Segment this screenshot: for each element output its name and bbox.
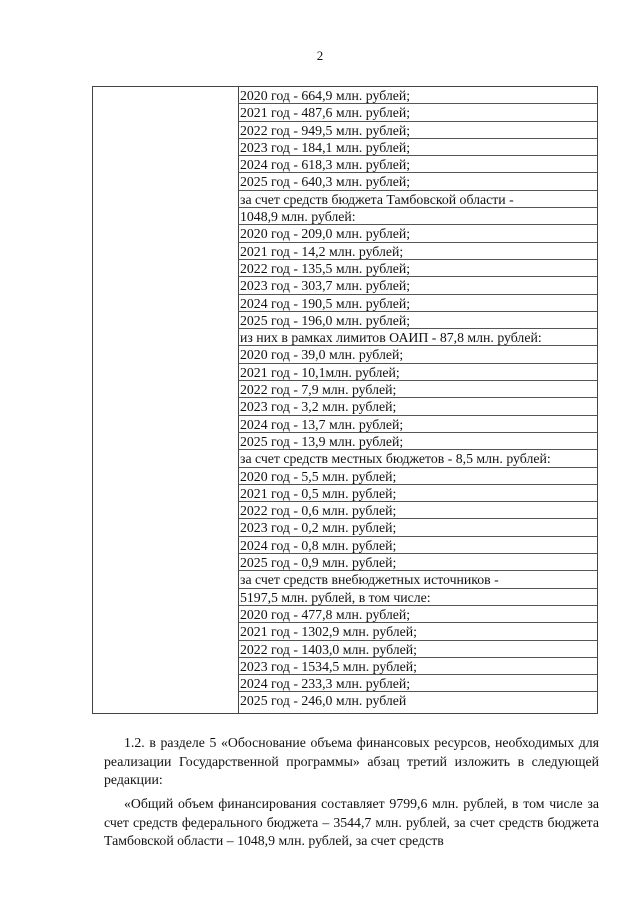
budget-table [92,86,598,714]
table-row: 1048,9 млн. рублей: [238,208,597,225]
table-row: 2022 год - 1403,0 млн. рублей; [238,641,597,658]
table-row: 2023 год - 3,2 млн. рублей; [238,398,597,415]
table-row: 2022 год - 7,9 млн. рублей; [238,381,597,398]
page-number: 2 [316,48,324,63]
paragraph-1-2: 1.2. в разделе 5 «Обоснование объема финансовых ресурсов, необходимых для реализации Государственной программы» абзац третий изложить в следующей редакции: [104,735,599,787]
table-row: за счет средств внебюджетных источников - [238,571,597,588]
table-row: за счет средств бюджета Тамбовской области - [238,191,597,208]
table-row: 2020 год - 5,5 млн. рублей; [238,468,597,485]
table-row: 2021 год - 14,2 млн. рублей; [238,243,597,260]
table-row: 2024 год - 190,5 млн. рублей; [238,295,597,312]
table-row: 2022 год - 0,6 млн. рублей; [238,502,597,519]
table-value-column [238,87,597,710]
table-row: 2020 год - 209,0 млн. рублей; [238,225,597,242]
table-row: 2025 год - 0,9 млн. рублей; [238,554,597,571]
quoted-paragraph [104,795,599,851]
table-row: 2024 год - 233,3 млн. рублей; [238,675,597,692]
table-row: 2022 год - 949,5 млн. рублей; [238,122,597,139]
table-row: 2021 год - 10,1млн. рублей; [238,364,597,381]
table-row: 2024 год - 13,7 млн. рублей; [238,416,597,433]
table-row: 2021 год - 0,5 млн. рублей; [238,485,597,502]
table-row: за счет средств местных бюджетов - 8,5 млн. рублей: [238,450,597,467]
table-row: 2020 год - 477,8 млн. рублей; [238,606,597,623]
table-row: 2024 год - 618,3 млн. рублей; [238,156,597,173]
table-row: 2025 год - 13,9 млн. рублей; [238,433,597,450]
table-row: 2025 год - 196,0 млн. рублей; [238,312,597,329]
table-row: 5197,5 млн. рублей, в том числе: [238,589,597,606]
table-row: 2023 год - 303,7 млн. рублей; [238,277,597,294]
table-row: 2023 год - 1534,5 млн. рублей; [238,658,597,675]
table-row: 2023 год - 0,2 млн. рублей; [238,519,597,536]
table-row: из них в рамках лимитов ОАИП - 87,8 млн. рублей: [238,329,597,346]
table-row: 2023 год - 184,1 млн. рублей; [238,139,597,156]
table-row: 2020 год - 39,0 млн. рублей; [238,346,597,363]
paragraph-total-funding: «Общий объем финансирования составляет 9799,6 млн. рублей, в том числе за счет средств федерального бюджета – 3544,7 млн. рублей, за счет средств бюджета Тамбовской области – 1048,9 млн. рублей, за счет средств [104,796,599,848]
table-row: 2020 год - 664,9 млн. рублей; [238,87,597,104]
table-row: 2025 год - 246,0 млн. рублей [240,693,407,709]
table-row: 2024 год - 0,8 млн. рублей; [238,537,597,554]
table-row: 2025 год - 640,3 млн. рублей; [238,173,597,190]
section-amendment-paragraph [104,734,599,790]
table-row: 2021 год - 487,6 млн. рублей; [238,104,597,121]
table-row: 2022 год - 135,5 млн. рублей; [238,260,597,277]
table-row: 2021 год - 1302,9 млн. рублей; [238,623,597,640]
